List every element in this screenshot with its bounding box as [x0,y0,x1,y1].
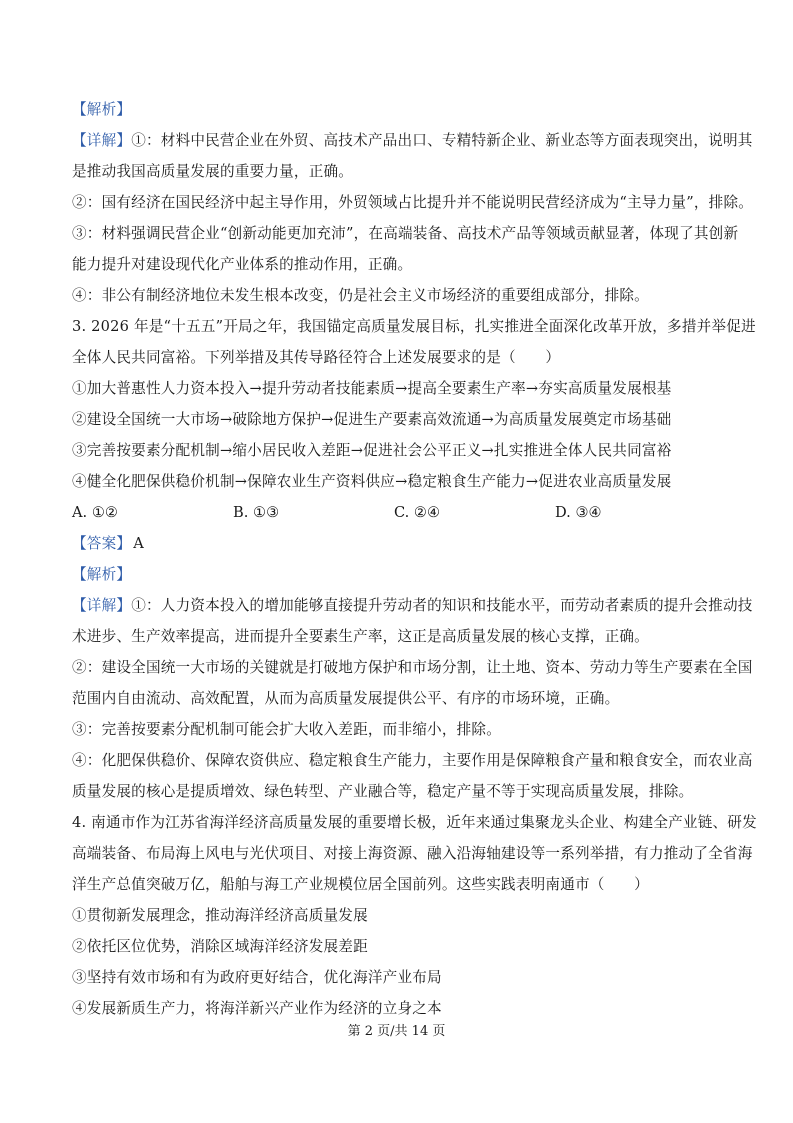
answer-tag: 【答案】 [72,535,132,552]
question-stem: 4. 南通市作为江苏省海洋经济高质量发展的重要增长极，近年来通过集聚龙头企业、构建全产业链、研发 [72,814,757,831]
question-option: ③完善按要素分配机制→缩小居民收入差距→促进社会公平正义→扎实推进全体人民共同富裕 [72,442,672,459]
detail-line: ②：国有经济在国民经济中起主导作用，外贸领域占比提升并不能说明民营经济成为“主导力量”，排除。 [72,194,754,211]
answer-value: A [133,535,144,552]
question-stem: 高端装备、布局海上风电与光伏项目、对接上海资源、融入沿海轴建设等一系列举措，有力推动了全省海 [72,845,753,862]
analysis-tag: 【解析】 [72,566,132,583]
question-stem: 全体人民共同富裕。下列举措及其传导路径符合上述发展要求的是（ ） [72,349,561,366]
answer-line [72,528,724,559]
detail-line [72,590,753,621]
choice-a: A. ①② [72,504,118,521]
detail-line: ②：建设全国统一大市场的关键就是打破地方保护和市场分割，让土地、资本、劳动力等生产要素在全国 [72,659,753,676]
question-stem: 3. 2026 年是“十五五”开局之年，我国锚定高质量发展目标，扎实推进全面深化改革开放，多措并举促进 [72,318,756,335]
detail-line: 能力提升对建设现代化产业体系的推动作用，正确。 [72,256,413,273]
analysis-tag: 【解析】 [72,101,132,118]
detail-line [72,125,753,156]
choice-d: D. ③④ [555,504,602,521]
detail-line: ④：化肥保供稳价、保障农资供应、稳定粮食生产能力，主要作用是保障粮食产量和粮食安全，而农业高 [72,752,753,769]
page-footer: 第 2 页/共 14 页 [347,1024,446,1039]
detail-tag: 【详解】 [72,597,132,614]
detail-line: 范围内自由流动、高效配置，从而为高质量发展提供公平、有序的市场环境，正确。 [72,690,620,707]
detail-line: ③：完善按要素分配机制可能会扩大收入差距，而非缩小，排除。 [72,721,502,738]
question-option: ③坚持有效市场和有为政府更好结合，优化海洋产业布局 [72,969,442,986]
detail-text: ①：材料中民营企业在外贸、高技术产品出口、专精特新企业、新业态等方面表现突出，说明其 [131,132,753,149]
answer-choices [72,497,724,528]
detail-line: 是推动我国高质量发展的重要力量，正确。 [72,163,354,180]
question-option: ②依托区位优势，消除区域海洋经济发展差距 [72,938,368,955]
choice-c: C. ②④ [394,504,441,521]
question-option: ①贯彻新发展理念，推动海洋经济高质量发展 [72,907,368,924]
detail-tag: 【详解】 [72,132,132,149]
question-option: ①加大普惠性人力资本投入→提升劳动者技能素质→提高全要素生产率→夯实高质量发展根基 [72,380,672,397]
choice-b: B. ①③ [233,504,280,521]
question-stem: 洋生产总值突破万亿，船舶与海工产业规模位居全国前列。这些实践表明南通市（ ） [72,876,649,893]
question-option: ④健全化肥保供稳价机制→保障农业生产资料供应→稳定粮食生产能力→促进农业高质量发展 [72,473,672,490]
detail-line: ③：材料强调民营企业“创新动能更加充沛”，在高端装备、高技术产品等领域贡献显著，体现了其创新 [72,225,739,242]
document-page [72,94,757,1024]
question-option: ②建设全国统一大市场→破除地方保护→促进生产要素高效流通→为高质量发展奠定市场基础 [72,411,672,428]
detail-line: 术进步、生产效率提高，进而提升全要素生产率，这正是高质量发展的核心支撑，正确。 [72,628,649,645]
detail-text: ①：人力资本投入的增加能够直接提升劳动者的知识和技能水平，而劳动者素质的提升会推动技 [131,597,753,614]
detail-line: 质量发展的核心是提质增效、绿色转型、产业融合等，稳定产量不等于实现高质量发展，排除。 [72,783,694,800]
detail-line: ④：非公有制经济地位未发生根本改变，仍是社会主义市场经济的重要组成部分，排除。 [72,287,649,304]
question-option: ④发展新质生产力，将海洋新兴产业作为经济的立身之本 [72,1000,442,1017]
